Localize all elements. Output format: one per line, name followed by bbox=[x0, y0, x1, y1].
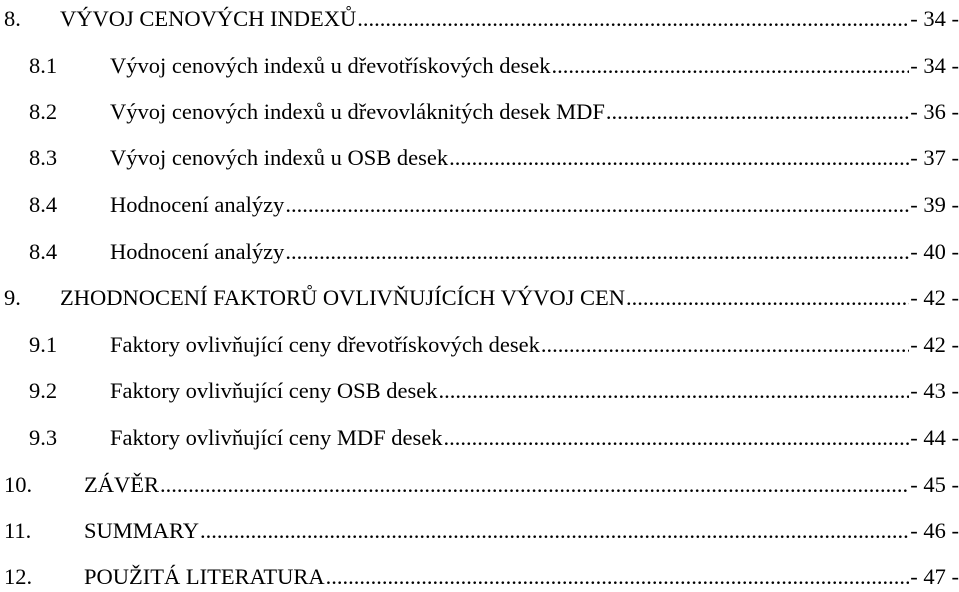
toc-title: ZÁVĚR bbox=[84, 472, 159, 497]
toc-entry-8-3[interactable] bbox=[0, 143, 959, 173]
toc-number: 11. bbox=[4, 518, 32, 543]
toc-dot-leader bbox=[285, 237, 909, 267]
toc-title: Faktory ovlivňující ceny OSB desek bbox=[110, 378, 438, 403]
toc-number: 8.1 bbox=[29, 53, 58, 78]
toc-dot-leader bbox=[541, 330, 909, 360]
toc-title-line bbox=[84, 562, 959, 592]
toc-number: 10. bbox=[4, 472, 33, 497]
toc-number: 9. bbox=[4, 285, 21, 310]
toc-title-line bbox=[84, 470, 959, 500]
toc-page-number: - 45 - bbox=[910, 472, 959, 497]
toc-title: Hodnocení analýzy bbox=[110, 239, 285, 264]
toc-entry-11[interactable] bbox=[0, 516, 959, 546]
toc-dot-leader bbox=[606, 97, 909, 127]
toc-title: Vývoj cenových indexů u OSB desek bbox=[110, 145, 449, 170]
toc-title-line bbox=[84, 516, 959, 546]
toc-number: 8.2 bbox=[29, 99, 58, 124]
toc-number: 9.2 bbox=[29, 378, 58, 403]
toc-dot-leader bbox=[160, 470, 909, 500]
toc-title: POUŽITÁ LITERATURA bbox=[84, 564, 325, 589]
toc-page-number: - 43 - bbox=[910, 378, 959, 403]
toc-entry-8-2[interactable] bbox=[0, 97, 959, 127]
toc-dot-leader bbox=[552, 51, 910, 81]
toc-number: 12. bbox=[4, 564, 33, 589]
toc-entry-8-4-b[interactable] bbox=[0, 237, 959, 267]
toc-title: SUMMARY bbox=[84, 518, 200, 543]
toc-dot-leader bbox=[443, 423, 909, 453]
toc-title-line bbox=[110, 51, 959, 81]
toc-page-number: - 44 - bbox=[910, 425, 959, 450]
toc-page-number: - 42 - bbox=[910, 332, 959, 357]
toc-page-number: - 34 - bbox=[910, 53, 959, 78]
toc-entry-10[interactable] bbox=[0, 470, 959, 500]
toc-number: 8.4 bbox=[29, 192, 58, 217]
toc-number: 8.4 bbox=[29, 239, 58, 264]
toc-page-number: - 40 - bbox=[910, 239, 959, 264]
toc-title-line bbox=[110, 330, 959, 360]
toc-title-line bbox=[60, 4, 959, 34]
toc-title-line bbox=[60, 283, 959, 313]
toc-page-number: - 47 - bbox=[910, 564, 959, 589]
toc-entry-9-1[interactable] bbox=[0, 330, 959, 360]
toc-title: ZHODNOCENÍ FAKTORŮ OVLIVŇUJÍCÍCH VÝVOJ CEN bbox=[60, 285, 625, 310]
toc-dot-leader bbox=[200, 516, 909, 546]
toc-title-line bbox=[110, 190, 959, 220]
toc-page-number: - 37 - bbox=[910, 145, 959, 170]
toc-title-line bbox=[110, 237, 959, 267]
toc-title: VÝVOJ CENOVÝCH INDEXŮ bbox=[60, 6, 357, 31]
toc-page-number: - 39 - bbox=[910, 192, 959, 217]
toc-page-number: - 42 - bbox=[910, 285, 959, 310]
toc-page-number: - 34 - bbox=[910, 6, 959, 31]
toc-entry-12[interactable] bbox=[0, 562, 959, 592]
toc-title: Faktory ovlivňující ceny MDF desek bbox=[110, 425, 443, 450]
toc-title: Vývoj cenových indexů u dřevotřískových desek bbox=[110, 53, 551, 78]
toc-number: 8. bbox=[4, 6, 21, 31]
toc-dot-leader bbox=[449, 143, 909, 173]
toc-title-line bbox=[110, 143, 959, 173]
toc-title: Vývoj cenových indexů u dřevovláknitých desek MDF bbox=[110, 99, 605, 124]
toc-title: Hodnocení analýzy bbox=[110, 192, 285, 217]
toc-page-number: - 46 - bbox=[910, 518, 959, 543]
toc-dot-leader bbox=[285, 190, 909, 220]
toc-title-line bbox=[110, 423, 959, 453]
toc-entry-8-1[interactable] bbox=[0, 51, 959, 81]
toc-dot-leader bbox=[326, 562, 910, 592]
toc-title-line bbox=[110, 376, 959, 406]
toc-title-line bbox=[110, 97, 959, 127]
toc-dot-leader bbox=[357, 4, 909, 34]
toc-entry-8-4[interactable] bbox=[0, 190, 959, 220]
toc-entry-9[interactable] bbox=[0, 283, 959, 313]
toc-entry-8[interactable] bbox=[0, 4, 959, 34]
toc-page-number: - 36 - bbox=[910, 99, 959, 124]
toc-entry-9-2[interactable] bbox=[0, 376, 959, 406]
toc-dot-leader bbox=[626, 283, 909, 313]
toc-number: 9.1 bbox=[29, 332, 58, 357]
toc-dot-leader bbox=[438, 376, 909, 406]
toc-title: Faktory ovlivňující ceny dřevotřískových desek bbox=[110, 332, 540, 357]
toc-number: 8.3 bbox=[29, 145, 58, 170]
toc-entry-9-3[interactable] bbox=[0, 423, 959, 453]
toc-number: 9.3 bbox=[29, 425, 58, 450]
